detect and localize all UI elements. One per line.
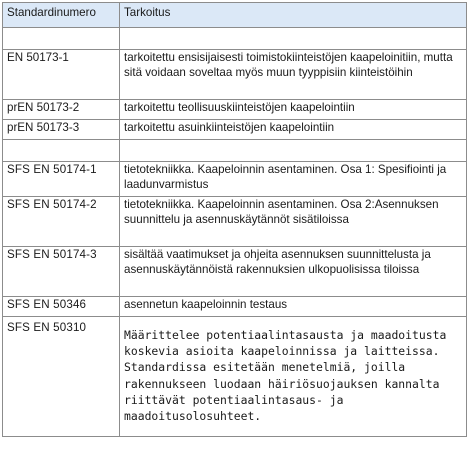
table-row (3, 50, 467, 100)
header-standardinumero: Standardinumero (3, 3, 120, 28)
cell-id-empty (3, 28, 120, 50)
table-row (3, 247, 467, 297)
cell-standard-id: prEN 50173-3 (3, 120, 120, 140)
cell-description: tarkoitettu teollisuuskiinteistöjen kaapelointiin (120, 100, 467, 120)
cell-standard-id: prEN 50173-2 (3, 100, 120, 120)
table-row (3, 317, 467, 437)
cell-description: tietotekniikka. Kaapeloinnin asentaminen. Osa 1: Spesifiointi ja laadunvarmistus (120, 162, 467, 197)
table-row-spacer (3, 28, 467, 50)
table-row (3, 197, 467, 247)
cell-desc-empty (120, 140, 467, 162)
cell-desc-empty (120, 28, 467, 50)
cell-description: sisältää vaatimukset ja ohjeita asennuksen suunnittelusta ja asennuskäytännöistä rakennuksien ulkopuolisissa tiloissa (120, 247, 467, 297)
table-row (3, 100, 467, 120)
cell-description: tarkoitettu asuinkiinteistöjen kaapelointiin (120, 120, 467, 140)
cell-description: asennetun kaapeloinnin testaus (120, 297, 467, 317)
cell-standard-id: SFS EN 50174-2 (3, 197, 120, 247)
cell-standard-id: SFS EN 50346 (3, 297, 120, 317)
header-tarkoitus: Tarkoitus (120, 3, 467, 28)
table-row (3, 120, 467, 140)
cell-description: tietotekniikka. Kaapeloinnin asentaminen. Osa 2:Asennuksen suunnittelu ja asennuskäytännöt sisätiloissa (120, 197, 467, 247)
table-row (3, 297, 467, 317)
cell-standard-id: SFS EN 50310 (3, 317, 120, 437)
table-row-spacer (3, 140, 467, 162)
table-header-row (3, 3, 467, 28)
cell-description: Määrittelee potentiaalintasausta ja maadoitusta koskevia asioita kaapeloinnissa ja laitteissa. Standardissa esitetään menetelmiä, joilla rakennukseen luodaan häiriösuojauksen kannalta riittävät potentiaalintasaus- ja maadoitusolosuhteet. (120, 317, 467, 437)
standards-table (2, 2, 467, 437)
table-row (3, 162, 467, 197)
cell-description: tarkoitettu ensisijaisesti toimistokiinteistöjen kaapeloinitiin, mutta sitä voidaan soveltaa myös muun tyyppisiin kiinteistöihin (120, 50, 467, 100)
cell-standard-id: SFS EN 50174-1 (3, 162, 120, 197)
cell-standard-id: EN 50173-1 (3, 50, 120, 100)
cell-standard-id: SFS EN 50174-3 (3, 247, 120, 297)
standards-table-container (2, 2, 467, 437)
cell-id-empty (3, 140, 120, 162)
